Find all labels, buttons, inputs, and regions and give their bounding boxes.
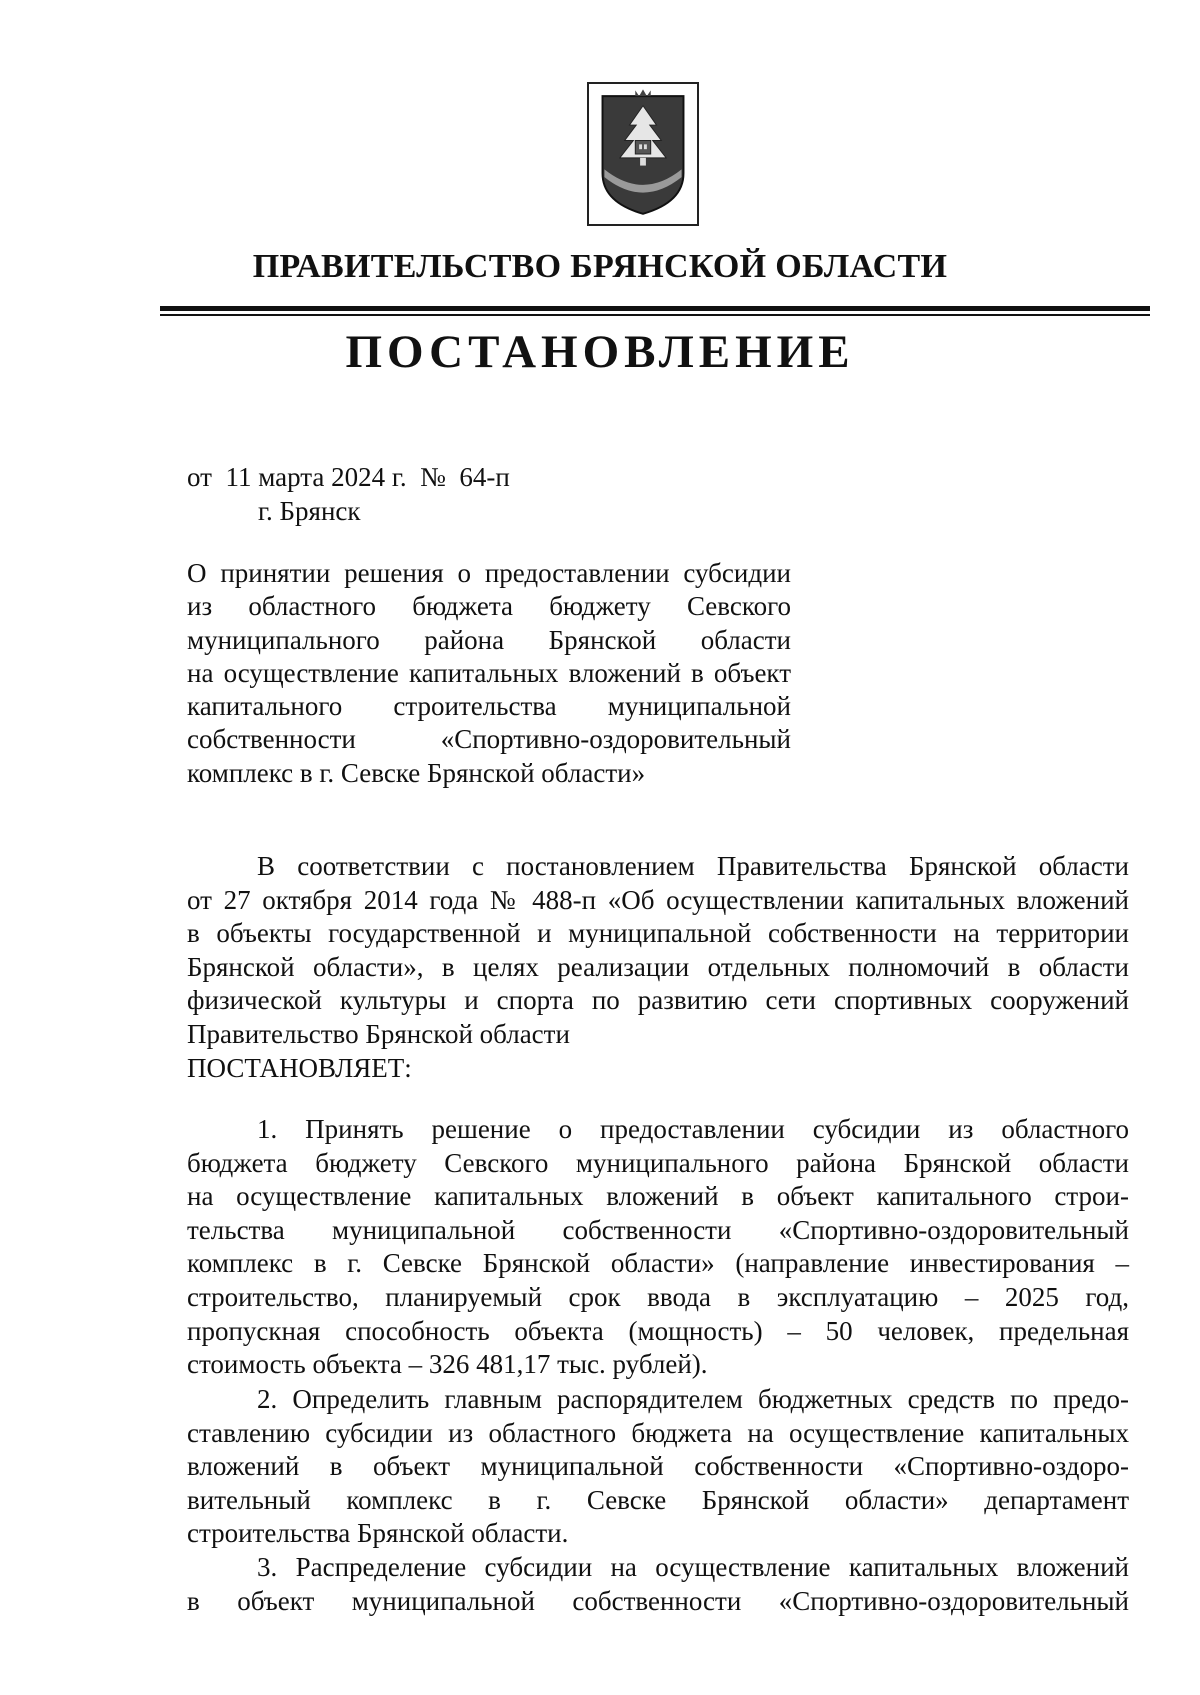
paragraph-line: стоимость объекта – 326 481,17 тыс. рублей).	[187, 1349, 708, 1380]
header-rule-thin	[160, 314, 1150, 316]
city-line: г. Брянск	[258, 496, 361, 526]
paragraph-line: строительство, планируемый срок ввода в эксплуатацию – 2025 год,	[187, 1281, 1129, 1312]
paragraph-line: бюджета бюджету Севского муниципального района Брянской области	[187, 1147, 1129, 1178]
title-line: комплекс в г. Севске Брянской области»	[187, 757, 646, 788]
resolves-keyword: ПОСТАНОВЛЯЕТ:	[187, 1052, 412, 1083]
item-2-paragraph	[187, 1383, 1129, 1551]
item-1-paragraph	[187, 1113, 1129, 1382]
paragraph-line: Правительство Брянской области	[187, 1018, 570, 1049]
paragraph-line: вительный комплекс в г. Севске Брянской области» департамент	[187, 1484, 1129, 1515]
paragraph-line: в объекты государственной и муниципальной собственности на территории	[187, 918, 1129, 949]
date-line	[187, 464, 510, 491]
number-sign: №	[420, 462, 446, 492]
title-line: капитального строительства муниципальной	[187, 691, 791, 722]
document-number: 64-п	[459, 462, 510, 492]
coat-of-arms-icon	[587, 82, 699, 226]
paragraph-line: ставлению субсидии из областного бюджета на осуществление капитальных	[187, 1417, 1129, 1448]
document-date: 11 марта 2024 г.	[225, 462, 407, 492]
paragraph-line: тельства муниципальной собственности «Спортивно-оздоровительный	[187, 1214, 1129, 1245]
paragraph-line: в объект муниципальной собственности «Спортивно-оздоровительный	[187, 1585, 1129, 1616]
paragraph-line: строительства Брянской области.	[187, 1518, 569, 1549]
paragraph-line: 2. Определить главным распорядителем бюджетных средств по предо-	[257, 1384, 1129, 1414]
paragraph-line: 3. Распределение субсидии на осуществление капитальных вложений	[257, 1552, 1129, 1582]
title-line: на осуществление капитальных вложений в объект	[187, 657, 791, 688]
header-rule-thick	[160, 306, 1150, 311]
title-line: муниципального района Брянской области	[187, 624, 791, 655]
paragraph-line: вложений в объект муниципальной собственности «Спортивно-оздоро-	[187, 1451, 1129, 1482]
preamble-paragraph	[187, 850, 1129, 1085]
paragraph-line: В соответствии с постановлением Правительства Брянской области	[257, 851, 1129, 881]
document-title	[187, 557, 791, 790]
title-line: О принятии решения о предоставлении субсидии	[187, 558, 791, 588]
title-line: из областного бюджета бюджету Севского	[187, 591, 791, 622]
paragraph-line: от 27 октября 2014 года № 488-п «Об осуществлении капитальных вложений	[187, 884, 1129, 915]
paragraph-line: физической культуры и спорта по развитию сети спортивных сооружений	[187, 985, 1129, 1016]
title-line: собственности «Спортивно-оздоровительный	[187, 724, 791, 755]
paragraph-line: пропускная способность объекта (мощность) – 50 человек, предельная	[187, 1315, 1129, 1346]
date-prefix: от	[187, 462, 212, 492]
paragraph-line: на осуществление капитальных вложений в объект капитального строи-	[187, 1181, 1129, 1212]
government-name: ПРАВИТЕЛЬСТВО БРЯНСКОЙ ОБЛАСТИ	[252, 248, 948, 285]
paragraph-line: 1. Принять решение о предоставлении субсидии из областного	[257, 1114, 1129, 1144]
paragraph-line: Брянской области», в целях реализации отдельных полномочий в области	[187, 951, 1129, 982]
document-type: ПОСТАНОВЛЕНИЕ	[345, 326, 855, 378]
paragraph-line: комплекс в г. Севске Брянской области» (направление инвестирования –	[187, 1248, 1129, 1279]
item-3-paragraph	[187, 1551, 1129, 1618]
